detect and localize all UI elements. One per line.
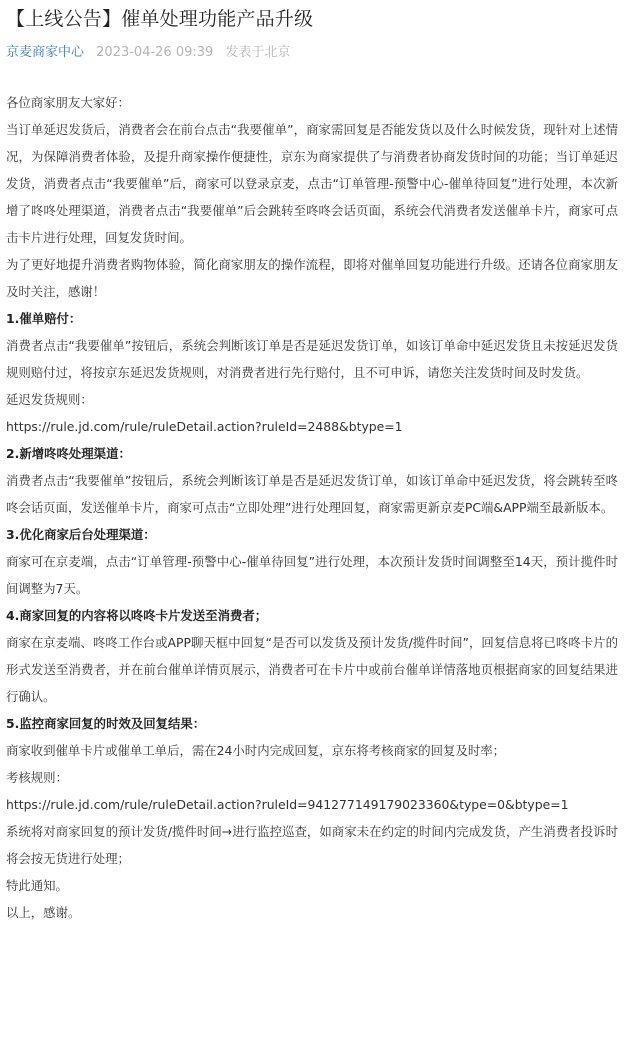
section-text: 消费者点击“我要催单”按钮后，系统会判断该订单是否是延迟发货订单，如该订单命中延迟发货，将会跳转至咚咚会话页面，发送催单卡片，商家可点击“立即处理”进行处理回复，商家需更新京麦PC端&APP端至最新版本。: [6, 473, 618, 515]
section-heading: 1.催单赔付：: [6, 311, 82, 326]
section-text: 商家可在京麦端，点击“订单管理-预警中心-催单待回复”进行处理，本次预计发货时间调整至14天，预计揽件时间调整为7天。: [6, 554, 618, 596]
article-source[interactable]: 京麦商家中心: [6, 45, 85, 60]
section-heading: 2.新增咚咚处理渠道：: [6, 446, 131, 461]
section-text: 消费者点击“我要催单”按钮后，系统会判断该订单是否是延迟发货订单，如该订单命中延迟发货且未按延迟发货规则赔付过，将按京东延迟发货规则，对消费者进行先行赔付，且不可申诉，请您关注发货时间及时发货。: [6, 338, 618, 380]
greeting: 各位商家朋友大家好：: [6, 95, 130, 110]
notice-text: 特此通知。: [6, 878, 68, 893]
rule-link[interactable]: https://rule.jd.com/rule/ruleDetail.action?ruleId=941277149179023360&type=0&btype=1: [6, 797, 569, 812]
section-heading: 5.监控商家回复的时效及回复结果：: [6, 716, 206, 731]
article-title: 【上线公告】催单处理功能产品升级: [6, 8, 314, 30]
section-heading: 3.优化商家后台处理渠道：: [6, 527, 156, 542]
rule-link[interactable]: https://rule.jd.com/rule/ruleDetail.action?ruleId=2488&btype=1: [6, 419, 403, 434]
article-date: 2023-04-26 09:39: [96, 45, 214, 60]
rule-label: 延迟发货规则：: [6, 392, 93, 407]
section-text: 系统将对商家回复的预计发货/揽件时间→进行监控巡查，如商家未在约定的时间内完成发货，产生消费者投诉时将会按无货进行处理；: [6, 824, 618, 866]
article-body: [6, 89, 618, 926]
section-heading: 4.商家回复的内容将以咚咚卡片发送至消费者；: [6, 608, 268, 623]
intro-paragraph: 为了更好地提升消费者购物体验，简化商家朋友的操作流程，即将对催单回复功能进行升级。还请各位商家朋友及时关注，感谢！: [6, 257, 618, 299]
closing-text: 以上，感谢。: [6, 905, 81, 920]
article-meta: [6, 41, 290, 60]
rule-label: 考核规则：: [6, 770, 68, 785]
section-text: 商家在京麦端、咚咚工作台或APP聊天框中回复“是否可以发货及预计发货/揽件时间”，回复信息将已咚咚卡片的形式发送至消费者，并在前台催单详情页展示，消费者可在卡片中或前台催单详情落地页根据商家的回复结果进行确认。: [6, 635, 618, 704]
section-text: 商家收到催单卡片或催单工单后，需在24小时内完成回复，京东将考核商家的回复及时率；: [6, 743, 506, 758]
article-location: 发表于北京: [225, 45, 291, 60]
intro-paragraph: 当订单延迟发货后，消费者会在前台点击“我要催单”，商家需回复是否能发货以及什么时候发货，现针对上述情况，为保障消费者体验，及提升商家操作便捷性，京东为商家提供了与消费者协商发货时间的功能；当订单延迟发货，消费者点击“我要催单”后，商家可以登录京麦，点击“订单管理-预警中心-催单待回复”进行处理，本次新增了咚咚处理渠道，消费者点击“我要催单”后会跳转至咚咚会话页面，系统会代消费者发送催单卡片，商家可点击卡片进行处理，回复发货时间。: [6, 122, 618, 245]
